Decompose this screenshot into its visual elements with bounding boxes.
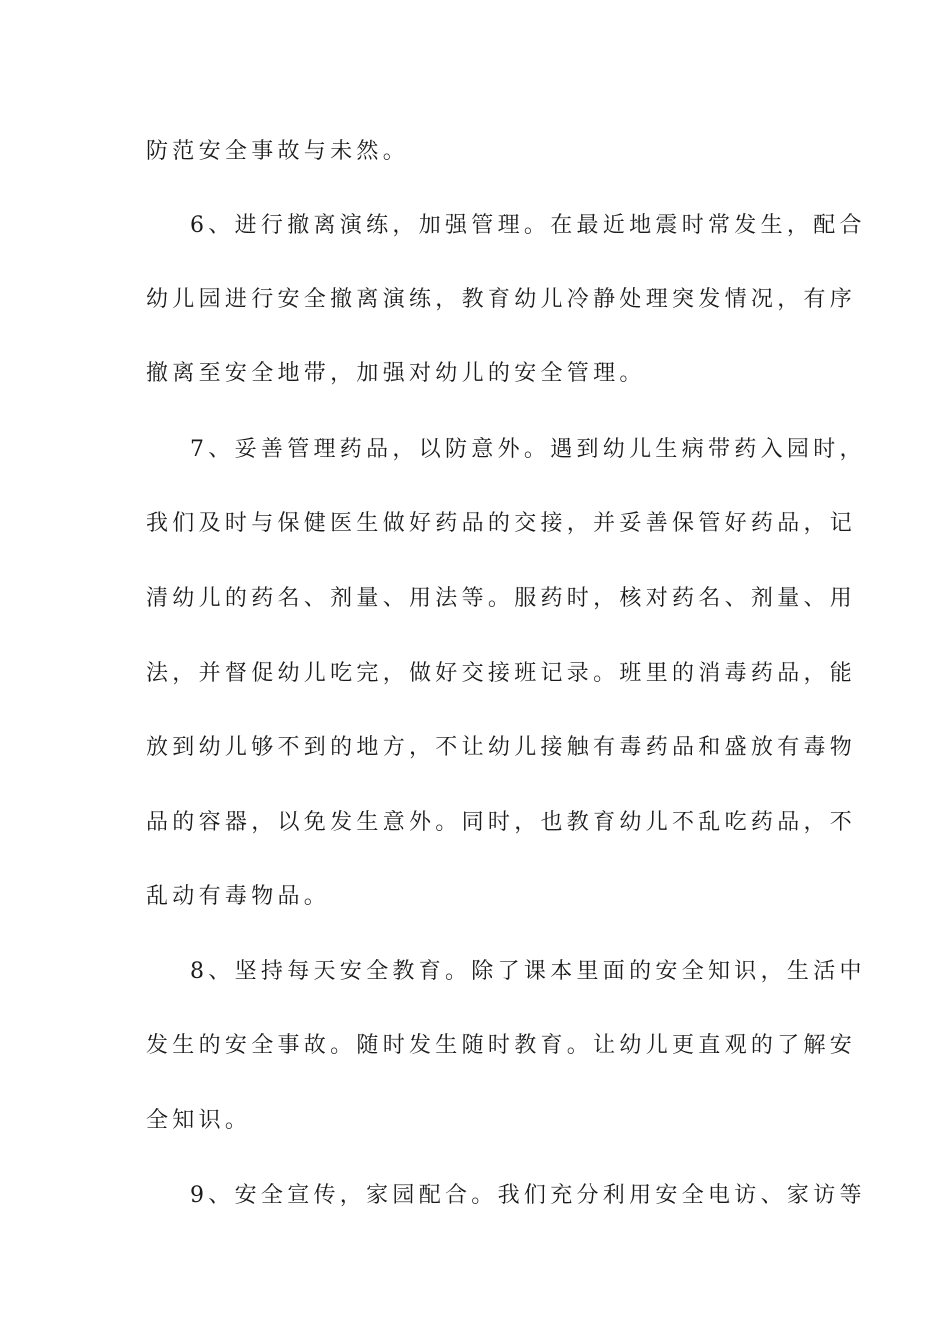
- paragraph-line: 幼儿园进行安全撤离演练，教育幼儿冷静处理突发情况，有序: [146, 287, 857, 312]
- paragraph-line: 9、安全宣传，家园配合。我们充分利用安全电访、家访等: [190, 1183, 866, 1208]
- paragraph-line: 乱动有毒物品。: [146, 884, 331, 909]
- paragraph-line: 发生的安全事故。随时发生随时教育。让幼儿更直观的了解安: [146, 1033, 857, 1058]
- paragraph-line: 清幼儿的药名、剂量、用法等。服药时，核对药名、剂量、用: [146, 586, 857, 611]
- paragraph-line: 7、妥善管理药品，以防意外。遇到幼儿生病带药入园时，: [190, 437, 866, 462]
- paragraph-line: 品的容器，以免发生意外。同时，也教育幼儿不乱吃药品，不: [146, 810, 857, 835]
- paragraph-line: 法，并督促幼儿吃完，做好交接班记录。班里的消毒药品，能: [146, 661, 857, 686]
- paragraph-line: 撤离至安全地带，加强对幼儿的安全管理。: [146, 361, 646, 386]
- paragraph-line: 放到幼儿够不到的地方，不让幼儿接触有毒药品和盛放有毒物: [146, 735, 857, 760]
- paragraph-line: 8、坚持每天安全教育。除了课本里面的安全知识，生活中: [190, 959, 866, 984]
- paragraph-line: 全知识。: [146, 1108, 252, 1133]
- paragraph-line: 6、进行撤离演练，加强管理。在最近地震时常发生，配合: [190, 213, 866, 238]
- paragraph-line: 防范安全事故与未然。: [146, 139, 410, 164]
- paragraph-line: 我们及时与保健医生做好药品的交接，并妥善保管好药品，记: [146, 511, 857, 536]
